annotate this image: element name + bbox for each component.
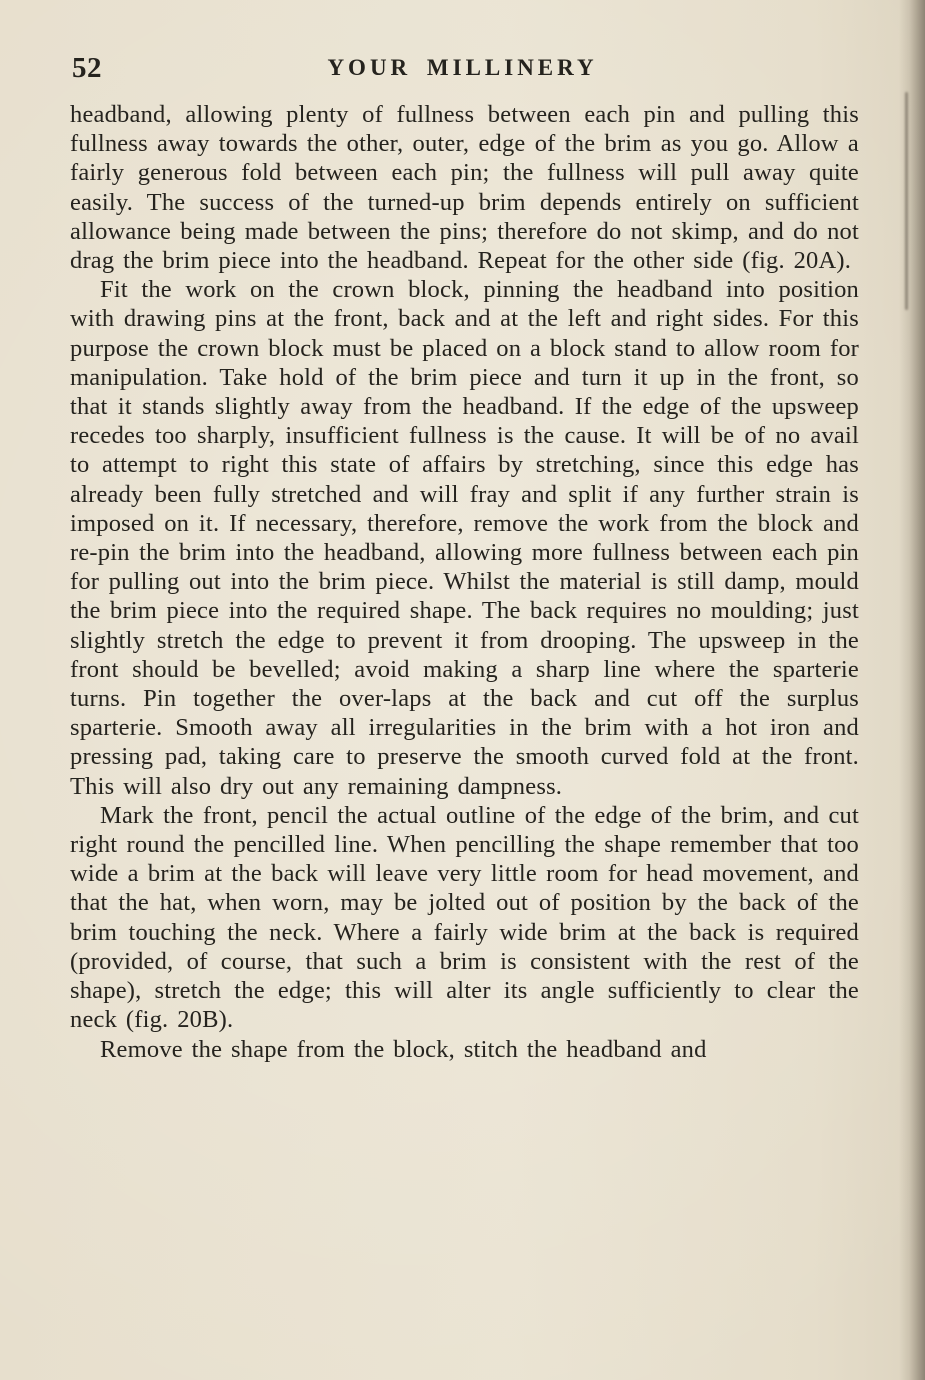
page-number: 52 — [72, 52, 102, 84]
paragraph-2: Fit the work on the crown block, pinning the headband into position with drawing pins at the front, back and at the left and right sides. For this purpose the crown block must be placed on a block stand to allow room for manipulation. Take hold of the brim piece and turn it up in the front, so that it stands slightly away from the headband. If the edge of the upsweep recedes too sharply, insufficient fullness is the cause. It will be of no avail to attempt to right this state of affairs by stretching, since this edge has already been fully stretched and will fray and split if any further strain is imposed on it. If necessary, therefore, remove the work from the block and re-pin the brim into the headband, allowing more fullness between each pin for pulling out into the brim piece. Whilst the material is still damp, mould the brim piece into the required shape. The back requires no moulding; just slightly stretch the edge to prevent it from drooping. The upsweep in the front should be bevelled; avoid making a sharp line where the sparterie turns. Pin together the over-laps at the back and cut off the surplus sparterie. Smooth away all irregularities in the brim with a hot iron and pressing pad, taking care to preserve the smooth curved fold at the front. This will also dry out any remaining dampness. — [70, 276, 859, 800]
paragraph-4: Remove the shape from the block, stitch the headband and — [100, 1035, 707, 1063]
page-crease-mark — [905, 92, 908, 310]
paragraph-1: headband, allowing plenty of fullness between each pin and pulling this fullness away towards the other, outer, edge of the brim as you go. Allow a fairly generous fold between each pin; the fullness will pull away quite easily. The success of the turned-up brim depends entirely on sufficient allowance being made between the pins; therefore do not skimp, and do not drag the brim piece into the headband. Repeat for the other side (fig. 20A). — [70, 101, 859, 275]
paragraph-3: Mark the front, pencil the actual outline of the edge of the brim, and cut right round the pencilled line. When pencilling the shape remember that too wide a brim at the back will leave very little room for head movement, and that the hat, when worn, may be jolted out of position by the back of the brim touching the neck. Where a fairly wide brim at the back is required (provided, of course, that such a brim is consistent with the rest of the shape), stretch the edge; this will alter its angle sufficiently to clear the neck (fig. 20B). — [70, 801, 859, 1034]
body-text — [70, 100, 859, 1064]
running-title: YOUR MILLINERY — [327, 55, 598, 80]
page-edge-shadow — [899, 0, 925, 1380]
page-header — [70, 52, 855, 88]
